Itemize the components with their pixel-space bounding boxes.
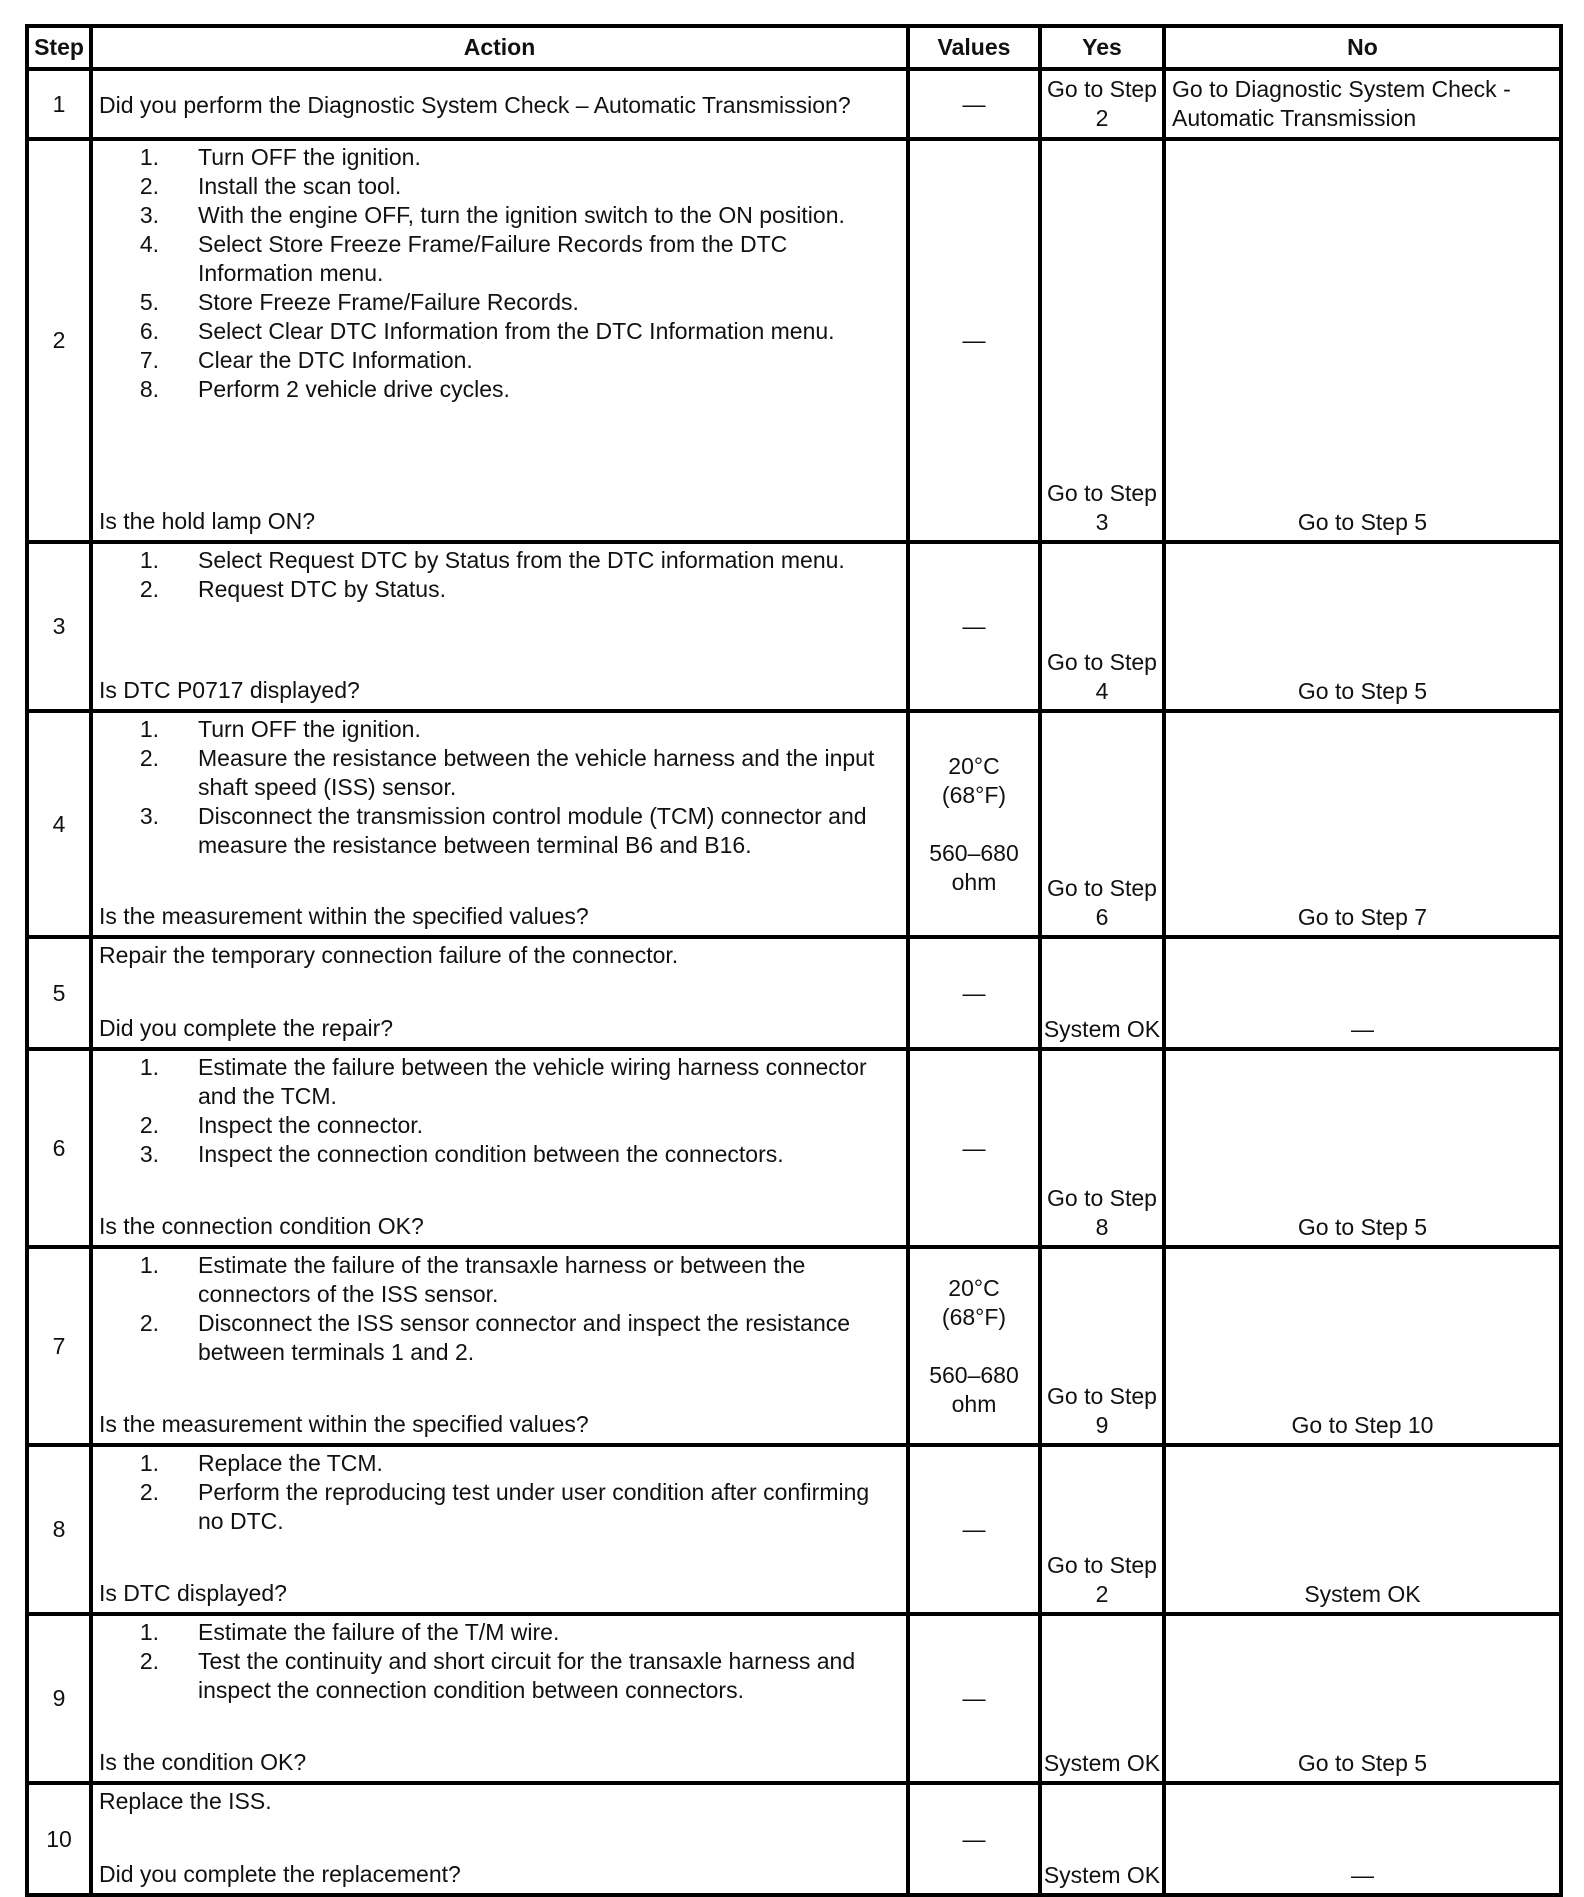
list-item: 1. Estimate the failure between the vehicle wiring harness connector and the TCM. (139, 1054, 867, 1109)
list-item: 2. Request DTC by Status. (139, 576, 446, 602)
list-item: 2. Perform the reproducing test under user condition after confirming no DTC. (139, 1479, 870, 1534)
no-cell: Go to Step 5 (1164, 139, 1561, 542)
action-cell (91, 1445, 908, 1614)
table-row (27, 139, 1561, 542)
yes-cell: Go to Step 9 (1040, 1247, 1164, 1445)
yes-cell: System OK (1040, 1614, 1164, 1783)
action-text: Repair the temporary connection failure of the connector. (99, 942, 679, 968)
yes-cell: System OK (1040, 937, 1164, 1049)
list-item: 6. Select Clear DTC Information from the DTC Information menu. (139, 318, 835, 344)
action-steps-list (99, 1053, 900, 1169)
yes-cell: Go to Step 3 (1040, 139, 1164, 542)
action-steps-list (99, 1618, 900, 1705)
values-cell: — (908, 69, 1040, 139)
values-cell: — (908, 1049, 1040, 1247)
list-item: 3. Inspect the connection condition between the connectors. (139, 1141, 784, 1167)
yes-cell: Go to Step 2 (1040, 1445, 1164, 1614)
action-steps-list (99, 546, 900, 604)
step-number: 6 (27, 1049, 91, 1247)
table-row (27, 1247, 1561, 1445)
action-cell (91, 1614, 908, 1783)
list-item: 1. Replace the TCM. (139, 1450, 383, 1476)
list-item: 1. Turn OFF the ignition. (139, 716, 421, 742)
step-number: 5 (27, 937, 91, 1049)
action-cell (91, 1247, 908, 1445)
step-number: 9 (27, 1614, 91, 1783)
action-question: Is DTC displayed? (99, 1580, 287, 1606)
header-action: Action (91, 26, 908, 69)
action-text: Replace the ISS. (99, 1788, 272, 1814)
table-body (27, 69, 1561, 1895)
no-cell: Go to Step 10 (1164, 1247, 1561, 1445)
step-number: 7 (27, 1247, 91, 1445)
step-number: 2 (27, 139, 91, 542)
action-cell (91, 937, 908, 1049)
list-item: 1. Select Request DTC by Status from the DTC information menu. (139, 547, 845, 573)
header-yes: Yes (1040, 26, 1164, 69)
action-question: Is the connection condition OK? (99, 1213, 424, 1239)
header-no: No (1164, 26, 1561, 69)
value-resistance: 560–680 (929, 839, 1019, 866)
list-item: 3. Disconnect the transmission control module (TCM) connector and measure the resistance between terminal B6 and B16. (139, 803, 867, 858)
yes-cell: Go to Step 8 (1040, 1049, 1164, 1247)
action-question: Is DTC P0717 displayed? (99, 677, 360, 703)
action-question: Is the hold lamp ON? (99, 508, 316, 534)
list-item: 2. Install the scan tool. (139, 173, 402, 199)
values-cell (908, 711, 1040, 937)
no-cell: System OK (1164, 1445, 1561, 1614)
value-temp-c: 20°C (948, 1274, 1000, 1301)
yes-cell: System OK (1040, 1783, 1164, 1895)
list-item: 5. Store Freeze Frame/Failure Records. (139, 289, 579, 315)
table-row (27, 711, 1561, 937)
no-cell: Go to Diagnostic System Check - Automatic Transmission (1164, 69, 1561, 139)
list-item: 4. Select Store Freeze Frame/Failure Records from the DTC Information menu. (139, 231, 788, 286)
list-item: 7. Clear the DTC Information. (139, 347, 473, 373)
step-number: 1 (27, 69, 91, 139)
value-temp-f: (68°F) (941, 781, 1007, 808)
action-cell (91, 1783, 908, 1895)
values-cell: — (908, 1614, 1040, 1783)
action-question: Did you complete the replacement? (99, 1861, 461, 1887)
list-item: 2. Inspect the connector. (139, 1112, 424, 1138)
values-cell: — (908, 937, 1040, 1049)
yes-cell: Go to Step 2 (1040, 69, 1164, 139)
header-values: Values (908, 26, 1040, 69)
table-row (27, 1049, 1561, 1247)
action-text: Did you perform the Diagnostic System Check – Automatic Transmission? (99, 91, 851, 118)
list-item: 3. With the engine OFF, turn the ignition switch to the ON position. (139, 202, 845, 228)
table-row (27, 1445, 1561, 1614)
list-item: 2. Test the continuity and short circuit for the transaxle harness and inspect the connection condition between connectors. (139, 1648, 856, 1703)
table-row (27, 937, 1561, 1049)
table-row (27, 1614, 1561, 1783)
action-steps-list (99, 143, 900, 404)
values-cell: — (908, 1445, 1040, 1614)
header-row (27, 26, 1561, 69)
no-cell: Go to Step 5 (1164, 1049, 1561, 1247)
step-number: 3 (27, 542, 91, 711)
value-unit: ohm (951, 1390, 997, 1417)
values-cell: — (908, 542, 1040, 711)
values-cell: — (908, 1783, 1040, 1895)
table-row (27, 542, 1561, 711)
value-unit: ohm (951, 868, 997, 895)
list-item: 8. Perform 2 vehicle drive cycles. (139, 376, 510, 402)
no-cell: — (1164, 937, 1561, 1049)
value-temp-f: (68°F) (941, 1303, 1007, 1330)
action-steps-list (99, 715, 900, 860)
values-cell: — (908, 139, 1040, 542)
action-cell (91, 542, 908, 711)
action-steps-list (99, 1449, 900, 1536)
table-row (27, 69, 1561, 139)
table-header (27, 26, 1561, 69)
list-item: 1. Estimate the failure of the T/M wire. (139, 1619, 560, 1645)
list-item: 2. Measure the resistance between the vehicle harness and the input shaft speed (ISS) sensor. (139, 745, 875, 800)
yes-cell: Go to Step 6 (1040, 711, 1164, 937)
no-cell: Go to Step 7 (1164, 711, 1561, 937)
value-resistance: 560–680 (929, 1361, 1019, 1388)
action-cell (91, 1049, 908, 1247)
action-question: Is the measurement within the specified values? (99, 1411, 589, 1437)
step-number: 4 (27, 711, 91, 937)
header-step: Step (27, 26, 91, 69)
table-row (27, 1783, 1561, 1895)
action-cell (91, 69, 908, 139)
step-number: 10 (27, 1783, 91, 1895)
action-cell (91, 711, 908, 937)
action-question: Is the condition OK? (99, 1749, 307, 1775)
action-question: Is the measurement within the specified values? (99, 903, 589, 929)
step-number: 8 (27, 1445, 91, 1614)
diagnostic-table (25, 24, 1563, 1897)
yes-cell: Go to Step 4 (1040, 542, 1164, 711)
no-cell: — (1164, 1783, 1561, 1895)
no-cell: Go to Step 5 (1164, 542, 1561, 711)
action-steps-list (99, 1251, 900, 1367)
list-item: 2. Disconnect the ISS sensor connector and inspect the resistance between terminals 1 and 2. (139, 1310, 851, 1365)
list-item: 1. Turn OFF the ignition. (139, 144, 421, 170)
list-item: 1. Estimate the failure of the transaxle harness or between the connectors of the ISS sensor. (139, 1252, 806, 1307)
no-cell: Go to Step 5 (1164, 1614, 1561, 1783)
values-cell (908, 1247, 1040, 1445)
action-cell (91, 139, 908, 542)
action-question: Did you complete the repair? (99, 1015, 394, 1041)
value-temp-c: 20°C (948, 752, 1000, 779)
